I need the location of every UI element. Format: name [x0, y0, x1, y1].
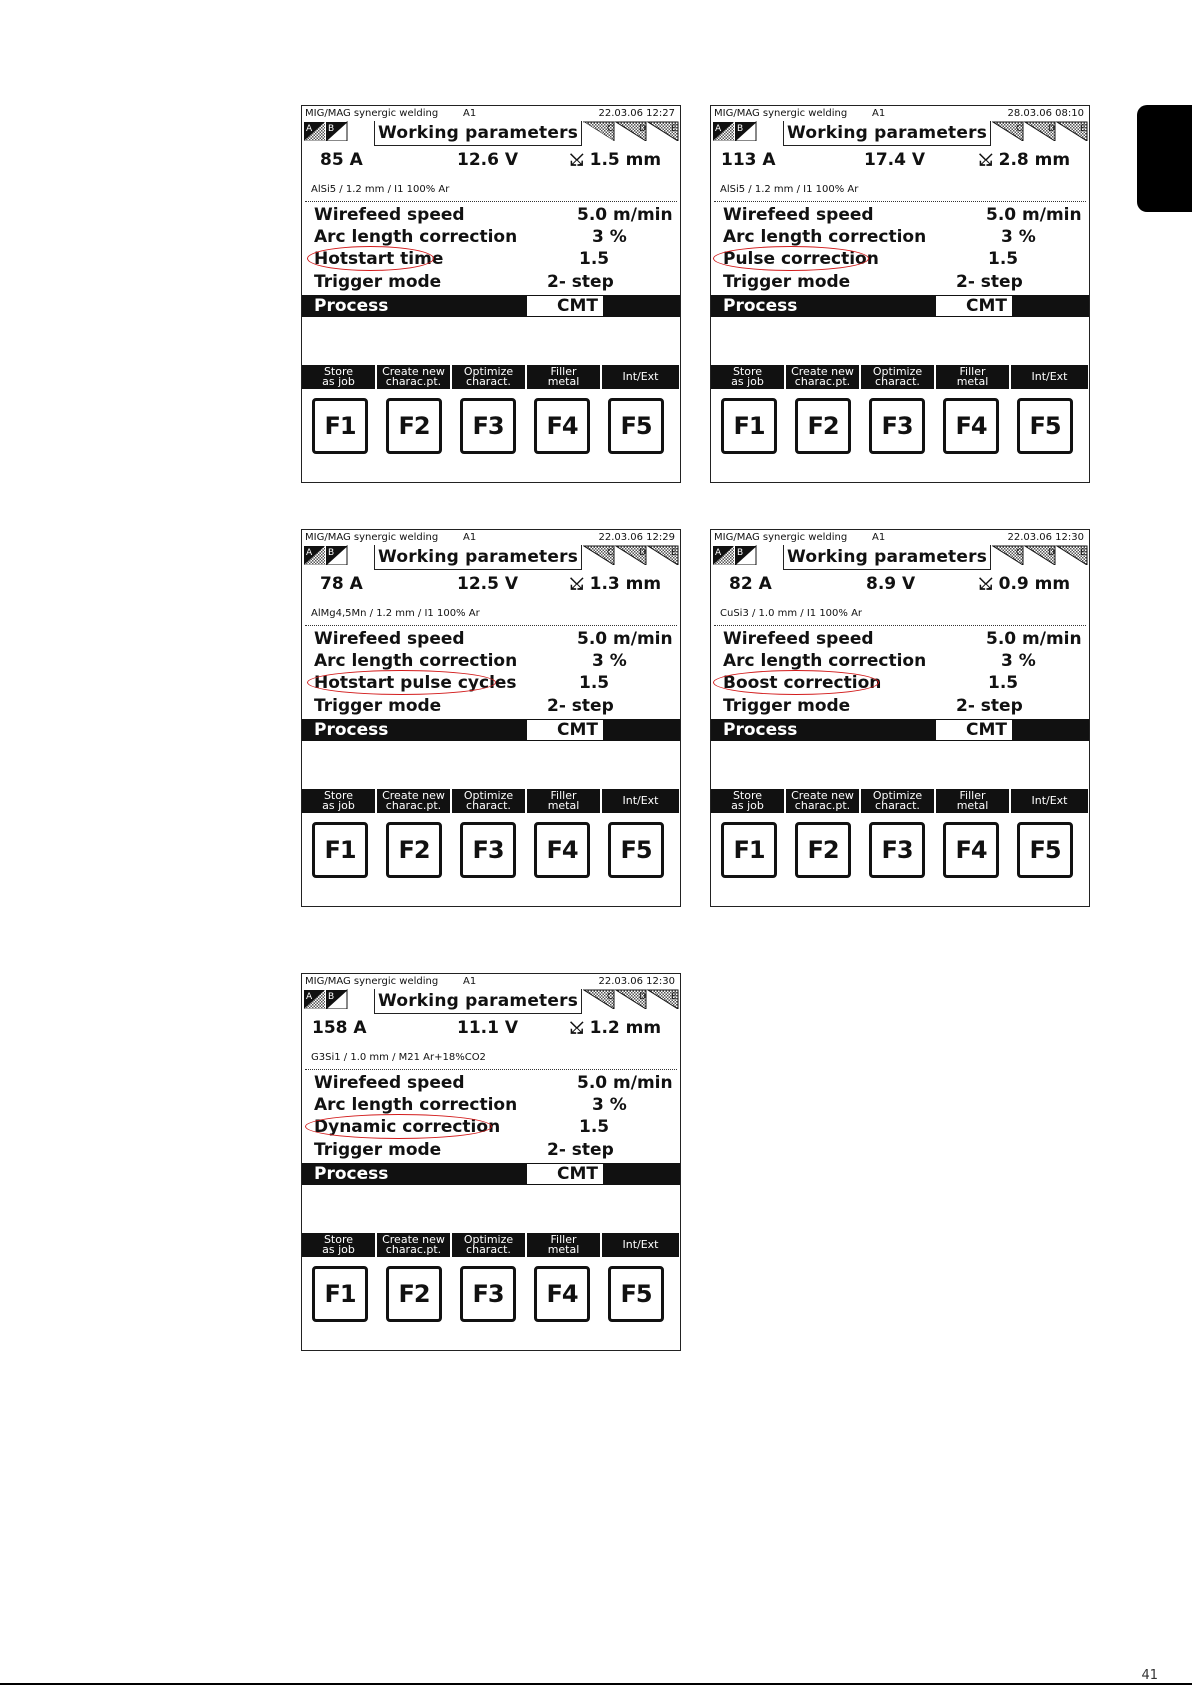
f2-button[interactable]: F2	[386, 822, 442, 878]
softkey-label-int-ext[interactable]: Int/Ext	[602, 365, 679, 389]
param-row-process-selected[interactable]	[302, 719, 680, 741]
param-value: 3 %	[592, 651, 627, 671]
softkey-label-store-job[interactable]: Store as job	[302, 789, 375, 813]
tab-c-label: C	[607, 992, 614, 1002]
tab-a-label: A	[715, 124, 722, 134]
mode-label: MIG/MAG synergic welding	[714, 108, 848, 119]
param-row-process-selected[interactable]	[302, 1163, 680, 1185]
param-row-trigger[interactable]	[302, 695, 680, 717]
page-number: 41	[1141, 1668, 1158, 1683]
softkey-label-optimize[interactable]: Optimize charact.	[452, 789, 525, 813]
f1-button[interactable]: F1	[312, 822, 368, 878]
param-value: 2- step	[956, 272, 1023, 292]
param-value: 1.5	[579, 249, 610, 269]
param-row-wirefeed[interactable]	[302, 628, 680, 650]
tab-d-label: D	[639, 124, 646, 134]
softkey-label-store-job[interactable]: Store as job	[302, 1233, 375, 1257]
param-row-wirefeed[interactable]	[302, 204, 680, 226]
param-label: Boost correction	[723, 673, 882, 693]
f3-button[interactable]: F3	[460, 398, 516, 454]
softkey-label-int-ext[interactable]: Int/Ext	[1011, 365, 1088, 389]
param-row-highlighted[interactable]	[711, 672, 1089, 694]
param-value: CMT	[527, 720, 603, 740]
mode-label: MIG/MAG synergic welding	[305, 976, 439, 987]
screen-1	[301, 105, 681, 483]
param-row-wirefeed[interactable]	[711, 204, 1089, 226]
softkey-label-optimize[interactable]: Optimize charact.	[861, 365, 934, 389]
main-values	[302, 574, 680, 598]
param-label: Dynamic correction	[314, 1117, 501, 1137]
tab-e-label: E	[1080, 124, 1086, 134]
softkey-label-filler-metal[interactable]: Filler metal	[527, 789, 600, 813]
softkey-bar	[302, 789, 680, 813]
tab-b-label: B	[328, 548, 335, 558]
material-info: AlMg4,5Mn / 1.2 mm / I1 100% Ar	[311, 608, 480, 619]
param-label: Trigger mode	[314, 272, 442, 292]
param-label: Process	[314, 720, 389, 740]
tabs-left[interactable]	[712, 545, 782, 565]
tab-c-label: C	[1016, 548, 1023, 558]
softkey-bar	[302, 1233, 680, 1257]
current-value: 113 A	[721, 150, 776, 170]
tabs-right[interactable]	[992, 545, 1088, 565]
softkey-label-optimize[interactable]: Optimize charact.	[861, 789, 934, 813]
main-values	[711, 574, 1089, 598]
page-title: Working parameters	[783, 121, 991, 146]
wire-diameter-icon: ⤩	[979, 150, 993, 170]
softkey-bar	[711, 789, 1089, 813]
param-row-wirefeed[interactable]	[711, 628, 1089, 650]
channel-label: A1	[872, 532, 886, 543]
param-row-highlighted[interactable]	[711, 248, 1089, 270]
param-value: 1.5	[579, 673, 610, 693]
status-line	[305, 532, 677, 544]
param-label: Arc length correction	[314, 1095, 518, 1115]
param-row-process-selected[interactable]	[302, 295, 680, 317]
softkey-label-optimize[interactable]: Optimize charact.	[452, 1233, 525, 1257]
wire-thickness	[979, 574, 1070, 594]
tab-e-label: E	[671, 548, 677, 558]
tab-c-label: C	[1016, 124, 1023, 134]
param-value: 2- step	[547, 272, 614, 292]
param-label: Trigger mode	[723, 272, 851, 292]
softkey-bar	[711, 365, 1089, 389]
softkey-bar	[302, 365, 680, 389]
wire-thickness-value: 1.3 mm	[589, 574, 662, 594]
wire-diameter-icon: ⤩	[570, 150, 584, 170]
f2-button[interactable]: F2	[386, 1266, 442, 1322]
tabs-left[interactable]	[712, 121, 782, 141]
f3-button[interactable]: F3	[460, 822, 516, 878]
status-line	[714, 108, 1086, 120]
param-label: Arc length correction	[314, 227, 518, 247]
param-label: Arc length correction	[314, 651, 518, 671]
param-row-arc-length[interactable]	[711, 650, 1089, 672]
f5-button[interactable]: F5	[608, 398, 664, 454]
param-value: 3 %	[592, 227, 627, 247]
divider	[305, 625, 677, 626]
softkey-label-create-charac[interactable]: Create new charac.pt.	[377, 1233, 450, 1257]
f5-button[interactable]: F5	[1017, 398, 1073, 454]
param-row-trigger[interactable]	[711, 695, 1089, 717]
param-label: Trigger mode	[314, 1140, 442, 1160]
param-row-trigger[interactable]	[711, 271, 1089, 293]
f4-button[interactable]: F4	[534, 822, 590, 878]
param-value: 2- step	[547, 1140, 614, 1160]
tab-a-label: A	[306, 992, 313, 1002]
tab-b-label: B	[328, 124, 335, 134]
param-label: Trigger mode	[723, 696, 851, 716]
mode-label: MIG/MAG synergic welding	[305, 108, 439, 119]
softkey-label-int-ext[interactable]: Int/Ext	[1011, 789, 1088, 813]
wire-thickness-value: 2.8 mm	[998, 150, 1071, 170]
softkey-label-filler-metal[interactable]: Filler metal	[936, 789, 1009, 813]
param-row-highlighted[interactable]	[302, 248, 680, 270]
param-label: Arc length correction	[723, 227, 927, 247]
f1-button[interactable]: F1	[312, 1266, 368, 1322]
param-value: 1.5	[988, 673, 1019, 693]
date-time: 22.03.06 12:27	[598, 108, 675, 119]
voltage-value: 11.1 V	[457, 1018, 519, 1038]
param-value: CMT	[936, 296, 1012, 316]
main-values	[711, 150, 1089, 174]
tabs-left[interactable]	[303, 545, 373, 565]
param-row-trigger[interactable]	[302, 271, 680, 293]
screen-3	[301, 529, 681, 907]
param-value: 2- step	[956, 696, 1023, 716]
param-row-arc-length[interactable]	[711, 226, 1089, 248]
material-info: CuSi3 / 1.0 mm / I1 100% Ar	[720, 608, 863, 619]
main-values	[302, 1018, 680, 1042]
current-value: 158 A	[312, 1018, 367, 1038]
tab-e-label: E	[1080, 548, 1086, 558]
param-label: Process	[314, 296, 389, 316]
param-label: Wirefeed speed	[314, 629, 465, 649]
divider	[714, 201, 1086, 202]
tabs-right[interactable]	[583, 989, 679, 1009]
wire-thickness-value: 1.5 mm	[589, 150, 662, 170]
softkey-label-int-ext[interactable]: Int/Ext	[602, 789, 679, 813]
screen-5	[301, 973, 681, 1351]
voltage-value: 8.9 V	[866, 574, 916, 594]
tabs-right[interactable]	[583, 121, 679, 141]
softkey-label-store-job[interactable]: Store as job	[711, 365, 784, 389]
param-row-highlighted[interactable]	[302, 1116, 680, 1138]
wire-thickness-value: 1.2 mm	[589, 1018, 662, 1038]
f4-button[interactable]: F4	[943, 822, 999, 878]
tab-d-label: D	[1048, 124, 1055, 134]
current-value: 78 A	[320, 574, 363, 594]
screen-4	[710, 529, 1090, 907]
voltage-value: 12.5 V	[457, 574, 519, 594]
param-row-wirefeed[interactable]	[302, 1072, 680, 1094]
softkey-label-create-charac[interactable]: Create new charac.pt.	[786, 365, 859, 389]
param-value: 3 %	[592, 1095, 627, 1115]
param-row-arc-length[interactable]	[302, 1094, 680, 1116]
tab-a-label: A	[306, 124, 313, 134]
wire-thickness	[979, 150, 1070, 170]
f1-button[interactable]: F1	[312, 398, 368, 454]
f3-button[interactable]: F3	[869, 822, 925, 878]
softkey-label-filler-metal[interactable]: Filler metal	[936, 365, 1009, 389]
softkey-label-create-charac[interactable]: Create new charac.pt.	[786, 789, 859, 813]
tab-b-label: B	[737, 548, 744, 558]
f4-button[interactable]: F4	[534, 1266, 590, 1322]
param-label: Hotstart pulse cycles	[314, 673, 517, 693]
channel-label: A1	[872, 108, 886, 119]
tab-c-label: C	[607, 548, 614, 558]
tabs-left[interactable]	[303, 989, 373, 1009]
param-value: 1.5	[988, 249, 1019, 269]
tabs-right[interactable]	[583, 545, 679, 565]
wire-thickness	[570, 574, 661, 594]
param-value: 3 %	[1001, 227, 1036, 247]
f3-button[interactable]: F3	[869, 398, 925, 454]
tab-e-label: E	[671, 124, 677, 134]
date-time: 22.03.06 12:29	[598, 532, 675, 543]
f5-button[interactable]: F5	[608, 822, 664, 878]
f3-button[interactable]: F3	[460, 1266, 516, 1322]
voltage-value: 17.4 V	[864, 150, 926, 170]
divider	[305, 201, 677, 202]
param-label: Wirefeed speed	[723, 629, 874, 649]
material-info: AlSi5 / 1.2 mm / I1 100% Ar	[311, 184, 450, 195]
param-label: Wirefeed speed	[723, 205, 874, 225]
param-value: 2- step	[547, 696, 614, 716]
wire-thickness	[570, 1018, 661, 1038]
status-line	[305, 976, 677, 988]
f4-button[interactable]: F4	[534, 398, 590, 454]
param-row-highlighted[interactable]	[302, 672, 680, 694]
param-value: CMT	[936, 720, 1012, 740]
f1-button[interactable]: F1	[721, 398, 777, 454]
tab-b-label: B	[328, 992, 335, 1002]
date-time: 28.03.06 08:10	[1007, 108, 1084, 119]
date-time: 22.03.06 12:30	[598, 976, 675, 987]
tab-a-label: A	[715, 548, 722, 558]
screen-2	[710, 105, 1090, 483]
wire-diameter-icon: ⤩	[570, 1018, 584, 1038]
f4-button[interactable]: F4	[943, 398, 999, 454]
material-info: G3Si1 / 1.0 mm / M21 Ar+18%CO2	[311, 1052, 486, 1063]
tab-a-label: A	[306, 548, 313, 558]
tab-e-label: E	[671, 992, 677, 1002]
status-line	[714, 532, 1086, 544]
param-row-process-selected[interactable]	[711, 719, 1089, 741]
param-label: Process	[723, 720, 798, 740]
softkey-label-int-ext[interactable]: Int/Ext	[602, 1233, 679, 1257]
f2-button[interactable]: F2	[386, 398, 442, 454]
channel-label: A1	[463, 976, 477, 987]
wire-diameter-icon: ⤩	[979, 574, 993, 594]
f1-button[interactable]: F1	[721, 822, 777, 878]
softkey-label-store-job[interactable]: Store as job	[302, 365, 375, 389]
param-value: 3 %	[1001, 651, 1036, 671]
material-info: AlSi5 / 1.2 mm / I1 100% Ar	[720, 184, 859, 195]
tab-d-label: D	[639, 992, 646, 1002]
param-row-arc-length[interactable]	[302, 226, 680, 248]
f2-button[interactable]: F2	[795, 822, 851, 878]
param-value: 5.0 m/min	[577, 1073, 673, 1093]
softkey-label-create-charac[interactable]: Create new charac.pt.	[377, 365, 450, 389]
tab-d-label: D	[1048, 548, 1055, 558]
wire-diameter-icon: ⤩	[570, 574, 584, 594]
status-line	[305, 108, 677, 120]
param-value: 5.0 m/min	[577, 205, 673, 225]
divider	[714, 625, 1086, 626]
param-value: 5.0 m/min	[577, 629, 673, 649]
main-values	[302, 150, 680, 174]
param-label: Wirefeed speed	[314, 1073, 465, 1093]
date-time: 22.03.06 12:30	[1007, 532, 1084, 543]
current-value: 85 A	[320, 150, 363, 170]
param-value: 1.5	[579, 1117, 610, 1137]
page-title: Working parameters	[374, 545, 582, 570]
param-label: Wirefeed speed	[314, 205, 465, 225]
chapter-tab-marker	[1137, 105, 1192, 212]
softkey-label-filler-metal[interactable]: Filler metal	[527, 365, 600, 389]
tabs-right[interactable]	[992, 121, 1088, 141]
param-label: Hotstart time	[314, 249, 444, 269]
mode-label: MIG/MAG synergic welding	[305, 532, 439, 543]
page-title: Working parameters	[374, 121, 582, 146]
param-label: Process	[723, 296, 798, 316]
channel-label: A1	[463, 532, 477, 543]
channel-label: A1	[463, 108, 477, 119]
softkey-label-store-job[interactable]: Store as job	[711, 789, 784, 813]
param-value: CMT	[527, 296, 603, 316]
mode-label: MIG/MAG synergic welding	[714, 532, 848, 543]
f2-button[interactable]: F2	[795, 398, 851, 454]
softkey-label-create-charac[interactable]: Create new charac.pt.	[377, 789, 450, 813]
param-row-arc-length[interactable]	[302, 650, 680, 672]
param-label: Process	[314, 1164, 389, 1184]
divider	[305, 1069, 677, 1070]
param-value: 5.0 m/min	[986, 629, 1082, 649]
param-label: Arc length correction	[723, 651, 927, 671]
wire-thickness-value: 0.9 mm	[998, 574, 1071, 594]
wire-thickness	[570, 150, 661, 170]
page-title: Working parameters	[374, 989, 582, 1014]
param-row-process-selected[interactable]	[711, 295, 1089, 317]
param-value: 5.0 m/min	[986, 205, 1082, 225]
f5-button[interactable]: F5	[608, 1266, 664, 1322]
param-label: Trigger mode	[314, 696, 442, 716]
tab-b-label: B	[737, 124, 744, 134]
softkey-label-optimize[interactable]: Optimize charact.	[452, 365, 525, 389]
tab-c-label: C	[607, 124, 614, 134]
f5-button[interactable]: F5	[1017, 822, 1073, 878]
param-value: CMT	[527, 1164, 603, 1184]
tabs-left[interactable]	[303, 121, 373, 141]
softkey-label-filler-metal[interactable]: Filler metal	[527, 1233, 600, 1257]
param-row-trigger[interactable]	[302, 1139, 680, 1161]
tab-d-label: D	[639, 548, 646, 558]
param-label: Pulse correction	[723, 249, 879, 269]
voltage-value: 12.6 V	[457, 150, 519, 170]
page-title: Working parameters	[783, 545, 991, 570]
current-value: 82 A	[729, 574, 772, 594]
